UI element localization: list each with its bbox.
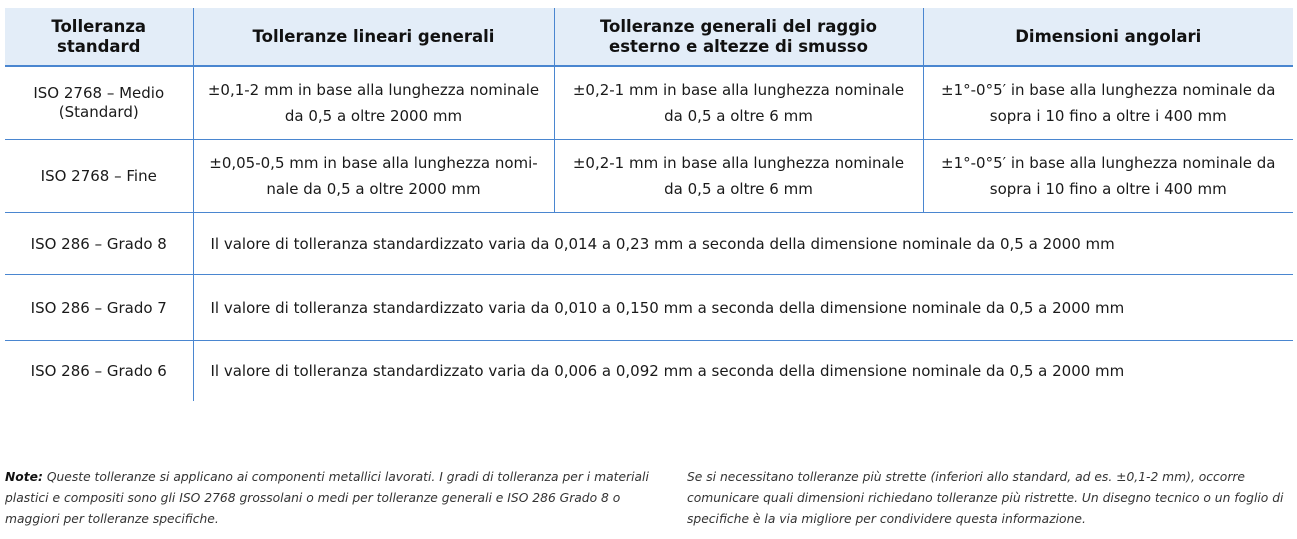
note-left <box>5 467 677 530</box>
note-right: Se si necessitano tolleranze più strette (inferiori allo standard, ad es. ±0,1-2 mm), occorre comunicare quali dimensioni richiedano tolleranze più ristrette. Un disegno tecnico o un foglio di specifiche è la via migliore per condividere questa informazione. <box>687 470 1284 526</box>
header-angular: Dimensioni angolari <box>923 8 1293 66</box>
note-label: Note: <box>5 470 43 484</box>
cell-angular: ±1°-0°5′ in base alla lunghezza nominale da sopra i 10 fino a oltre i 400 mm <box>923 66 1293 140</box>
cell-combined: Il valore di tolleranza standardizzato varia da 0,014 a 0,23 mm a seconda della dimensione nominale da 0,5 a 2000 mm <box>193 213 1293 275</box>
tolerance-table-container <box>5 8 1293 401</box>
cell-combined: Il valore di tolleranza standardizzato varia da 0,006 a 0,092 mm a seconda della dimensione nominale da 0,5 a 2000 mm <box>193 341 1293 402</box>
header-radius: Tolleranze generali del raggio esterno e altezze di smusso <box>554 8 923 66</box>
cell-radius: ±0,2-1 mm in base alla lunghezza nominale da 0,5 a oltre 6 mm <box>554 140 923 213</box>
cell-standard: ISO 2768 – Fine <box>5 140 193 213</box>
cell-standard: ISO 286 – Grado 6 <box>30 362 167 380</box>
cell-standard: ISO 2768 – Medio (Standard) <box>5 66 193 140</box>
header-linear: Tolleranze lineari generali <box>193 8 554 66</box>
table-row <box>5 66 1293 140</box>
table-row <box>5 275 1293 341</box>
cell-standard: ISO 286 – Grado 7 <box>5 275 193 341</box>
table-row <box>5 140 1293 213</box>
cell-linear: ±0,1-2 mm in base alla lunghezza nominale da 0,5 a oltre 2000 mm <box>193 66 554 140</box>
table-row <box>5 213 1293 275</box>
note-left-text: Queste tolleranze si applicano ai componenti metallici lavorati. I gradi di tolleranza per i materiali plastici e compositi sono gli ISO 2768 grossolani o medi per tolleranze generali e ISO 286 Grado 8 o maggiori per tolleranze specifiche. <box>5 470 649 526</box>
cell-linear: ±0,05-0,5 mm in base alla lunghezza nomi-nale da 0,5 a oltre 2000 mm <box>193 140 554 213</box>
cell-angular: ±1°-0°5′ in base alla lunghezza nominale da sopra i 10 fino a oltre i 400 mm <box>923 140 1293 213</box>
tolerance-table <box>5 8 1293 401</box>
table-header-row <box>5 8 1293 66</box>
cell-radius: ±0,2-1 mm in base alla lunghezza nominale da 0,5 a oltre 6 mm <box>554 66 923 140</box>
cell-combined: Il valore di tolleranza standardizzato varia da 0,010 a 0,150 mm a seconda della dimensione nominale da 0,5 a 2000 mm <box>193 275 1293 341</box>
header-standard: Tolleranza standard <box>5 8 193 66</box>
table-row <box>5 341 1293 402</box>
cell-standard: ISO 286 – Grado 8 <box>5 213 193 275</box>
